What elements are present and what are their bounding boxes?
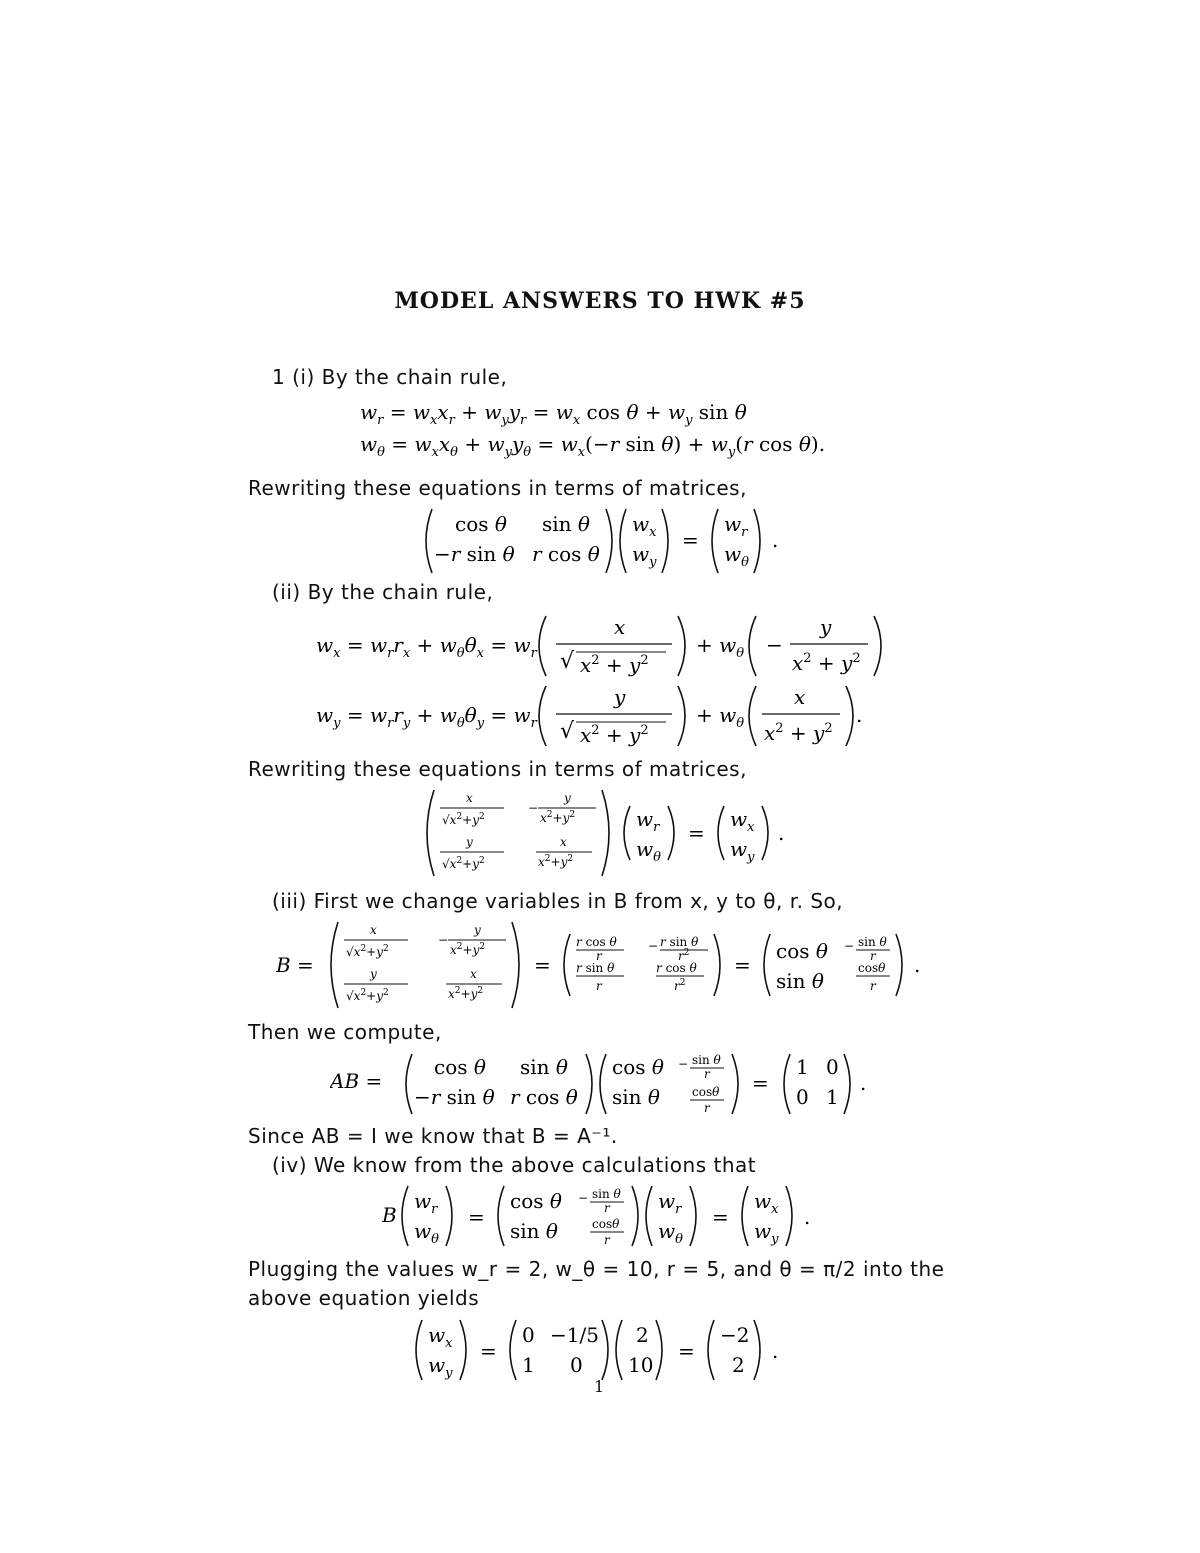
part-1iii-since: Since AB = I we know that B = A⁻¹. (248, 1124, 618, 1148)
svg-text:cosθ: cosθ (592, 1217, 620, 1231)
svg-text:0: 0 (796, 1085, 809, 1109)
svg-text:wx: $w_x$ (754, 1189, 779, 1217)
svg-text:sin θ: sin θ (612, 1085, 660, 1109)
svg-text:+ wθ: + $w_\theta$ (696, 633, 745, 661)
svg-text:√: √ (560, 649, 575, 674)
svg-text:r cos θ: r cos θ (656, 961, 697, 975)
svg-text:r: r (596, 979, 602, 993)
svg-text:0: 0 (826, 1055, 839, 1079)
svg-text:wr: $w_r$ (414, 1189, 438, 1217)
svg-text:cos θ: cos θ (612, 1055, 664, 1079)
svg-text:y: y (820, 615, 832, 639)
svg-text:wy: $w_y$ (428, 1353, 453, 1381)
svg-text:2: 2 (636, 1323, 649, 1347)
svg-text:x: x (370, 923, 377, 937)
part-1iv-plug-line2: above equation yields (248, 1286, 480, 1310)
part-1iv-equation (382, 1182, 822, 1252)
svg-text:wθ: $w_\theta$ (724, 542, 749, 570)
part-1i-rewrite: Rewriting these equations in terms of matrices, (248, 476, 747, 500)
part-1iii-then: Then we compute, (248, 1020, 442, 1044)
svg-text:1: 1 (826, 1085, 839, 1109)
svg-text:−: − (648, 939, 659, 953)
svg-text:cos θ: cos θ (776, 939, 828, 963)
svg-text:r: r (604, 1233, 610, 1247)
svg-text:wθ = wxxθ + wyyθ = wx(−r sin θ: $w_\theta = w_xx_\theta + w_yy_\theta = w_x(-r$ $\sin \theta) + w_y(r$ cos θ). (360, 432, 826, 460)
part-1iv-final-equation (410, 1316, 790, 1384)
svg-text:r: r (704, 1101, 710, 1115)
svg-text:.: . (772, 1339, 779, 1363)
svg-text:+ wθ: + $w_\theta$ (696, 703, 745, 731)
svg-text:wy = wrry + wθθy = wr: $w_y = w_rr_y + w_\theta\theta_y = w_r$ (316, 703, 537, 731)
svg-text:cos θ: cos θ (434, 1055, 486, 1079)
svg-text:−r sin θ: −r sin θ (414, 1085, 495, 1109)
svg-text:wx: $w_x$ (632, 512, 657, 540)
svg-text:r sin θ: r sin θ (576, 961, 615, 975)
svg-text:r cos θ: r cos θ (532, 542, 600, 566)
part-1iv-intro: (iv) We know from the above calculations that (272, 1153, 757, 1177)
svg-text:y: y (466, 835, 473, 849)
svg-text:−: − (844, 939, 855, 953)
svg-text:r: r (870, 979, 876, 993)
svg-text:x2 + y2: $x^2 + y^2$ (580, 653, 649, 677)
svg-text:r: r (604, 1201, 610, 1215)
svg-text:1: 1 (796, 1055, 809, 1079)
page-number: 1 (594, 1377, 605, 1396)
svg-text:√x2+y2: $√x^2+y^2$ (346, 988, 389, 1003)
svg-text:√x2+y2: $√x^2+y^2$ (442, 856, 485, 871)
page-title: MODEL ANSWERS TO HWK #5 (394, 288, 806, 314)
svg-text:sin θ: sin θ (520, 1055, 568, 1079)
svg-text:−1/5: −1/5 (550, 1323, 599, 1347)
part-1ii-equations (316, 612, 896, 752)
svg-text:sin θ: sin θ (858, 935, 887, 949)
svg-text:wy: $w_y$ (754, 1219, 779, 1247)
svg-text:wx: $w_x$ (730, 807, 755, 835)
svg-text:=: = (688, 821, 705, 845)
svg-text:−: − (528, 801, 539, 815)
svg-text:=: = (682, 528, 699, 552)
svg-text:−r sin θ: −r sin θ (434, 542, 515, 566)
svg-text:−: − (578, 1191, 589, 1205)
svg-text:y: y (564, 791, 571, 805)
svg-text:wθ: $w_\theta$ (636, 837, 661, 865)
svg-text:−: − (766, 633, 783, 657)
svg-text:sin θ: sin θ (542, 512, 590, 536)
svg-text:.: . (860, 1071, 867, 1095)
svg-text:.: . (856, 703, 863, 727)
svg-text:wr: $w_r$ (724, 512, 748, 540)
svg-text:cos θ: cos θ (455, 512, 507, 536)
svg-text:=: = (480, 1339, 497, 1363)
svg-text:10: 10 (628, 1353, 654, 1377)
svg-text:0: 0 (570, 1353, 583, 1377)
svg-text:x: x (466, 791, 473, 805)
svg-text:sin θ: sin θ (592, 1187, 621, 1201)
svg-text:cosθ: cosθ (858, 961, 886, 975)
svg-text:wr: $w_r$ (658, 1189, 682, 1217)
svg-text:2: 2 (732, 1353, 745, 1377)
part-1i-equations (360, 395, 880, 465)
svg-text:wy: $w_y$ (632, 542, 657, 570)
svg-text:x: x (614, 615, 626, 639)
svg-text:wx: $w_x$ (428, 1323, 453, 1351)
svg-text:−: − (678, 1057, 689, 1071)
svg-text:r2: $r^2$ (678, 948, 690, 963)
svg-text:x2+y2: $x^2+y^2$ (448, 986, 484, 1001)
svg-text:cosθ: cosθ (692, 1085, 720, 1099)
svg-text:r cos θ: r cos θ (510, 1085, 578, 1109)
part-1ii-matrix-equation (420, 786, 790, 880)
svg-text:x2 + y2: $x^2 + y^2$ (764, 721, 833, 745)
svg-text:0: 0 (522, 1323, 535, 1347)
part-1ii-intro: (ii) By the chain rule, (272, 580, 494, 604)
svg-text:y: y (370, 967, 377, 981)
svg-text:y: y (614, 685, 626, 709)
svg-text:=: = (468, 1205, 485, 1229)
svg-text:=: = (734, 953, 751, 977)
svg-text:wy: $w_y$ (730, 837, 755, 865)
svg-text:x2+y2: $x^2+y^2$ (540, 810, 576, 825)
svg-text:.: . (914, 953, 921, 977)
svg-text:1: 1 (522, 1353, 535, 1377)
svg-text:r: r (870, 949, 876, 963)
part-1iii-ab-equation (330, 1050, 870, 1118)
svg-text:=: = (534, 953, 551, 977)
svg-text:√x2+y2: $√x^2+y^2$ (346, 944, 389, 959)
part-1i-matrix-equation (420, 505, 800, 577)
svg-text:B: B (382, 1203, 397, 1227)
svg-text:−: − (438, 933, 449, 947)
svg-text:cos θ: cos θ (510, 1189, 562, 1213)
svg-text:x2 + y2: $x^2 + y^2$ (792, 651, 861, 675)
svg-text:wθ: $w_\theta$ (658, 1219, 683, 1247)
part-1iv-plug-line1: Plugging the values w_r = 2, w_θ = 10, r = 5, and θ = π/2 into the (248, 1257, 945, 1281)
part-1i-intro: 1 (i) By the chain rule, (272, 365, 508, 389)
part-1ii-rewrite: Rewriting these equations in terms of matrices, (248, 757, 747, 781)
svg-text:r sin θ: r sin θ (660, 935, 699, 949)
svg-text:B =: B = (276, 953, 314, 977)
svg-text:x2 + y2: $x^2 + y^2$ (580, 723, 649, 747)
svg-text:x2+y2: $x^2+y^2$ (538, 854, 574, 869)
svg-text:x: x (794, 685, 806, 709)
svg-text:√x2+y2: $√x^2+y^2$ (442, 812, 485, 827)
svg-text:AB =: AB = (330, 1069, 383, 1093)
svg-text:√: √ (560, 719, 575, 744)
svg-text:=: = (678, 1339, 695, 1363)
svg-text:wr: $w_r$ (636, 807, 660, 835)
svg-text:r: r (704, 1067, 710, 1081)
svg-text:−2: −2 (720, 1323, 750, 1347)
svg-text:r2: $r^2$ (674, 978, 686, 993)
svg-text:.: . (778, 821, 785, 845)
svg-text:y: y (474, 923, 481, 937)
svg-text:sin θ: sin θ (510, 1219, 558, 1243)
svg-text:x: x (560, 835, 567, 849)
svg-text:wr = wxxr + wyyr = wx cos θ +: $w_r = w_xx_r + w_yy_r = w_x$ $\cos \theta + w_y$ sin θ (360, 400, 747, 428)
svg-text:.: . (772, 528, 779, 552)
svg-text:.: . (804, 1205, 811, 1229)
part-1iii-b-equation (276, 918, 926, 1012)
part-1iii-intro: (iii) First we change variables in B from x, y to θ, r. So, (272, 889, 844, 913)
svg-text:=: = (752, 1071, 769, 1095)
svg-text:wx = wrrx + wθθx = wr: $w_x = w_rr_x + w_\theta\theta_x = w_r$ (316, 633, 537, 661)
svg-text:x2+y2: $x^2+y^2$ (450, 942, 486, 957)
svg-text:x: x (470, 967, 477, 981)
svg-text:r cos θ: r cos θ (576, 935, 617, 949)
svg-text:r: r (596, 949, 602, 963)
svg-text:sin θ: sin θ (692, 1053, 721, 1067)
svg-text:=: = (712, 1205, 729, 1229)
svg-text:sin θ: sin θ (776, 969, 824, 993)
svg-text:wθ: $w_\theta$ (414, 1219, 439, 1247)
